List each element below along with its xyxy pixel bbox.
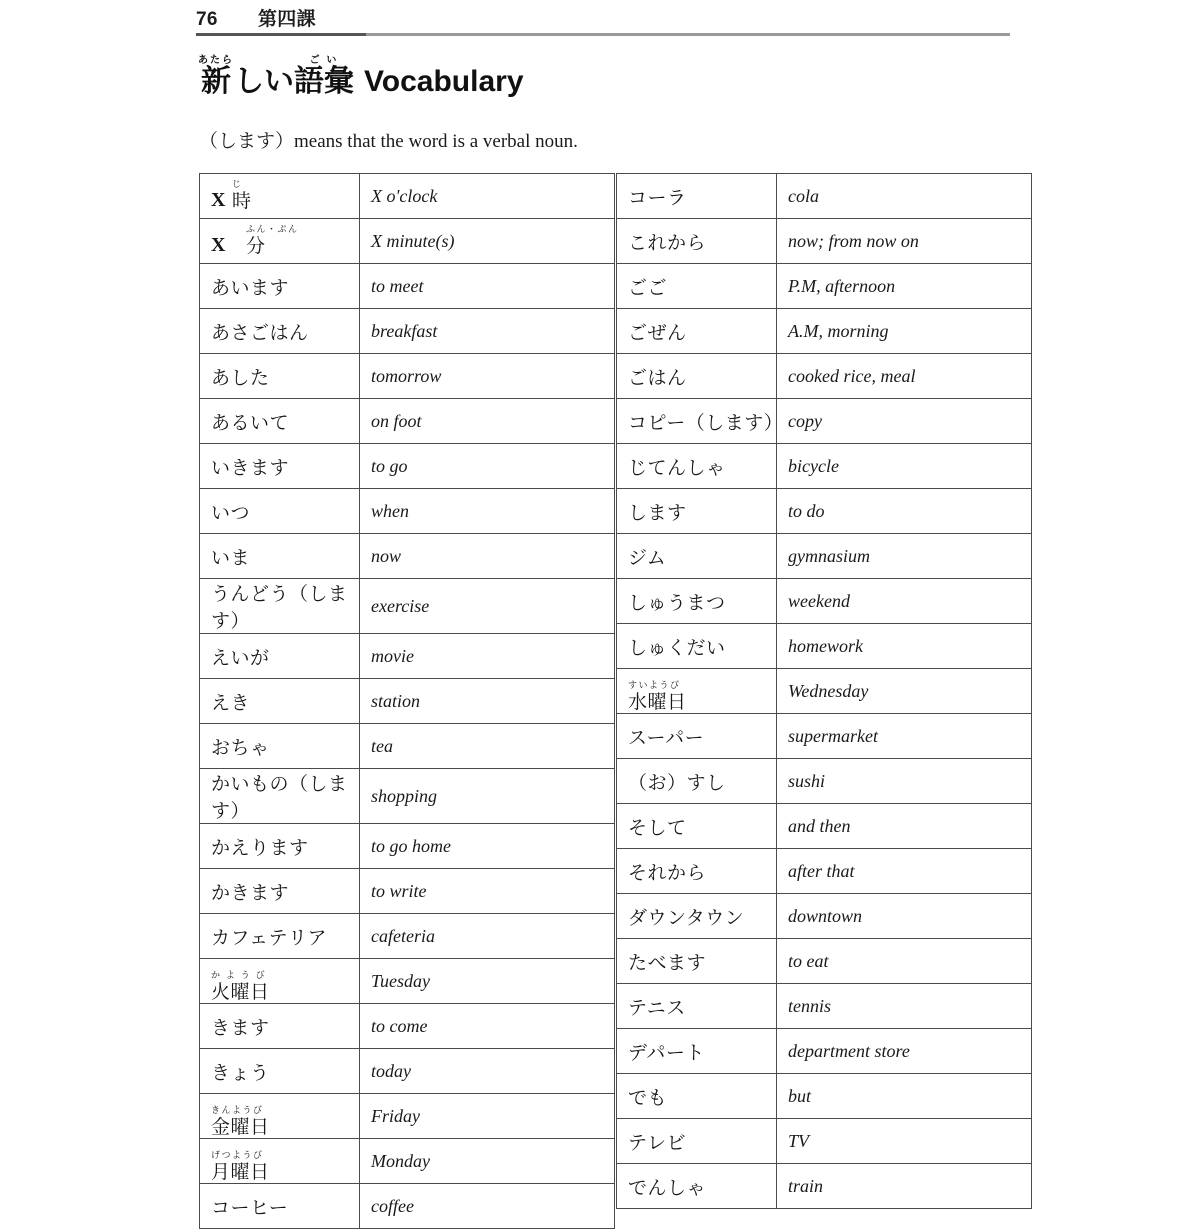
vocabulary-row — [617, 219, 1032, 264]
vocabulary-term-english: homework — [777, 624, 1032, 669]
vocabulary-row — [617, 894, 1032, 939]
vocabulary-term-english: and then — [777, 804, 1032, 849]
vocabulary-term-japanese: あさごはん — [200, 309, 360, 354]
vocabulary-table-right — [616, 173, 1032, 1209]
vocabulary-term-english: X minute(s) — [360, 219, 615, 264]
vocabulary-term-japanese — [200, 174, 360, 219]
vocabulary-row — [200, 1004, 615, 1049]
vocabulary-row — [200, 489, 615, 534]
vocabulary-term-japanese — [200, 959, 360, 1004]
vocabulary-row — [200, 174, 615, 219]
ruby-annotated-kanji — [211, 972, 270, 1002]
furigana: きんようび — [211, 1105, 264, 1116]
ruby-annotated-kanji — [232, 181, 252, 211]
ruby-annotated-kanji — [211, 1152, 270, 1182]
vocabulary-term-japanese: （お）すし — [617, 759, 777, 804]
vocabulary-term-english: now; from now on — [777, 219, 1032, 264]
page-running-head — [196, 4, 1010, 31]
vocabulary-term-japanese: カフェテリア — [200, 914, 360, 959]
vocabulary-term-english: exercise — [360, 579, 615, 634]
vocabulary-term-japanese — [200, 219, 360, 264]
header-divider-rule-accent — [196, 33, 366, 36]
vocabulary-term-english: cooked rice, meal — [777, 354, 1032, 399]
furigana: ふん・ぷん — [245, 225, 299, 235]
vocabulary-row — [617, 1119, 1032, 1164]
vocabulary-row — [617, 624, 1032, 669]
vocabulary-term-japanese: ジム — [617, 534, 777, 579]
ruby-annotated-kanji — [628, 682, 687, 712]
vocabulary-term-japanese: いつ — [200, 489, 360, 534]
vocabulary-term-english: tennis — [777, 984, 1032, 1029]
vocabulary-table-left — [199, 173, 615, 1229]
kanji: 時 — [231, 190, 252, 212]
vocabulary-term-japanese: します — [617, 489, 777, 534]
vocabulary-term-english: cafeteria — [360, 914, 615, 959]
vocabulary-term-japanese: たべます — [617, 939, 777, 984]
vocabulary-term-japanese: かえります — [200, 824, 360, 869]
vocabulary-row — [617, 399, 1032, 444]
vocabulary-term-japanese: かきます — [200, 869, 360, 914]
vocabulary-term-english: after that — [777, 849, 1032, 894]
kanji-goi: 語彙 — [294, 65, 354, 98]
vocabulary-row — [200, 959, 615, 1004]
vocabulary-row — [200, 354, 615, 399]
vocabulary-row — [200, 1049, 615, 1094]
vocabulary-term-japanese: ごはん — [617, 354, 777, 399]
verbal-noun-note: （します）means that the word is a verbal noun. — [199, 131, 578, 152]
vocabulary-term-japanese: コピー（します） — [617, 399, 777, 444]
vocabulary-term-english: gymnasium — [777, 534, 1032, 579]
vocabulary-term-english: copy — [777, 399, 1032, 444]
vocabulary-term-japanese: きます — [200, 1004, 360, 1049]
vocabulary-row — [617, 174, 1032, 219]
furigana-atara: あたら — [198, 55, 234, 66]
vocabulary-term-japanese: これから — [617, 219, 777, 264]
vocabulary-term-japanese: じてんしゃ — [617, 444, 777, 489]
vocabulary-table-left-body — [200, 174, 615, 1229]
page-number: 76 — [196, 9, 218, 30]
furigana: か よ う び — [211, 970, 267, 981]
vocabulary-row — [200, 634, 615, 679]
vocabulary-term-english: weekend — [777, 579, 1032, 624]
vocabulary-term-english: on foot — [360, 399, 615, 444]
vocabulary-row — [200, 869, 615, 914]
vocabulary-term-japanese: えいが — [200, 634, 360, 679]
vocabulary-term-english: Friday — [360, 1094, 615, 1139]
vocabulary-term-japanese: そして — [617, 804, 777, 849]
vocabulary-term-japanese: しゅうまつ — [617, 579, 777, 624]
vocabulary-row — [617, 714, 1032, 759]
vocabulary-term-english: to meet — [360, 264, 615, 309]
vocabulary-row — [617, 264, 1032, 309]
title-ruby-atarashii — [198, 56, 234, 97]
vocabulary-term-english: today — [360, 1049, 615, 1094]
kanji: 金曜日 — [211, 1115, 270, 1138]
vocabulary-term-english: tomorrow — [360, 354, 615, 399]
vocabulary-term-english: Wednesday — [777, 669, 1032, 714]
vocabulary-term-japanese: テレビ — [617, 1119, 777, 1164]
vocabulary-term-english: to do — [777, 489, 1032, 534]
vocabulary-term-japanese: しゅくだい — [617, 624, 777, 669]
page-title — [198, 56, 524, 97]
vocabulary-term-japanese: あした — [200, 354, 360, 399]
vocabulary-row — [617, 669, 1032, 714]
vocabulary-term-japanese: きょう — [200, 1049, 360, 1094]
furigana: すいようび — [628, 680, 681, 691]
vocabulary-row — [200, 444, 615, 489]
ruby-annotated-kanji — [211, 1107, 270, 1137]
vocabulary-term-english: to go — [360, 444, 615, 489]
vocabulary-term-english: to come — [360, 1004, 615, 1049]
vocabulary-term-english: movie — [360, 634, 615, 679]
title-ruby-goi — [294, 56, 354, 97]
vocabulary-term-english: A.M, morning — [777, 309, 1032, 354]
vocabulary-term-japanese — [200, 1139, 360, 1184]
vocabulary-term-english: now — [360, 534, 615, 579]
vocabulary-term-english: bicycle — [777, 444, 1032, 489]
vocabulary-term-japanese: コーラ — [617, 174, 777, 219]
vocabulary-term-english: Tuesday — [360, 959, 615, 1004]
vocabulary-row — [617, 1074, 1032, 1119]
vocabulary-term-english: shopping — [360, 769, 615, 824]
vocabulary-term-english: to write — [360, 869, 615, 914]
vocabulary-column-left — [199, 173, 590, 1229]
vocabulary-row — [200, 264, 615, 309]
vocabulary-term-japanese: スーパー — [617, 714, 777, 759]
vocabulary-row — [200, 219, 615, 264]
vocabulary-term-japanese: かいもの（します） — [200, 769, 360, 824]
vocabulary-term-english: train — [777, 1164, 1032, 1209]
vocabulary-term-english: TV — [777, 1119, 1032, 1164]
vocabulary-row — [617, 984, 1032, 1029]
furigana: じ — [231, 180, 243, 190]
vocabulary-term-japanese: あいます — [200, 264, 360, 309]
vocabulary-row — [617, 579, 1032, 624]
vocabulary-row — [200, 1184, 615, 1229]
vocabulary-term-japanese — [617, 669, 777, 714]
title-okurigana-shii: しい — [234, 65, 294, 98]
vocabulary-term-japanese: あるいて — [200, 399, 360, 444]
vocabulary-term-japanese: テニス — [617, 984, 777, 1029]
vocabulary-term-english: coffee — [360, 1184, 615, 1229]
vocabulary-term-japanese: でんしゃ — [617, 1164, 777, 1209]
vocabulary-term-english: breakfast — [360, 309, 615, 354]
vocabulary-row — [617, 1164, 1032, 1209]
vocabulary-row — [200, 824, 615, 869]
vocabulary-row — [617, 309, 1032, 354]
vocabulary-row — [200, 724, 615, 769]
furigana-goi: ご い — [309, 55, 339, 66]
lesson-title: 第四課 — [258, 9, 316, 30]
counter-compound — [211, 181, 251, 211]
kanji: 水曜日 — [628, 690, 687, 713]
vocabulary-term-english: when — [360, 489, 615, 534]
vocabulary-term-english: X o'clock — [360, 174, 615, 219]
kanji: 月曜日 — [211, 1160, 270, 1183]
vocabulary-row — [617, 759, 1032, 804]
vocabulary-term-english: Monday — [360, 1139, 615, 1184]
vocabulary-term-japanese: でも — [617, 1074, 777, 1119]
vocabulary-term-english: to eat — [777, 939, 1032, 984]
ruby-annotated-kanji — [246, 226, 299, 256]
vocabulary-table-right-body — [617, 174, 1032, 1209]
vocabulary-term-japanese: いきます — [200, 444, 360, 489]
kanji: 分 — [245, 235, 266, 257]
vocabulary-row — [617, 1029, 1032, 1074]
vocabulary-term-english: tea — [360, 724, 615, 769]
counter-compound — [211, 226, 298, 256]
furigana: げつようび — [211, 1150, 264, 1161]
vocabulary-row — [200, 914, 615, 959]
vocabulary-term-japanese: うんどう（します） — [200, 579, 360, 634]
vocabulary-term-japanese: コーヒー — [200, 1184, 360, 1229]
vocabulary-term-japanese: おちゃ — [200, 724, 360, 769]
title-english: Vocabulary — [364, 65, 524, 98]
vocabulary-row — [200, 534, 615, 579]
vocabulary-row — [617, 804, 1032, 849]
kanji-shin: 新 — [201, 65, 231, 98]
vocabulary-term-english: sushi — [777, 759, 1032, 804]
vocabulary-term-english: cola — [777, 174, 1032, 219]
variable-x: X — [211, 234, 226, 256]
vocabulary-row — [617, 354, 1032, 399]
vocabulary-row — [200, 579, 615, 634]
vocabulary-row — [200, 309, 615, 354]
vocabulary-term-english: P.M, afternoon — [777, 264, 1032, 309]
kanji: 火曜日 — [211, 980, 270, 1003]
vocabulary-term-japanese: ダウンタウン — [617, 894, 777, 939]
vocabulary-row — [200, 1094, 615, 1139]
vocabulary-row — [617, 489, 1032, 534]
vocabulary-term-japanese: それから — [617, 849, 777, 894]
vocabulary-row — [200, 1139, 615, 1184]
vocabulary-term-english: downtown — [777, 894, 1032, 939]
vocabulary-term-english: but — [777, 1074, 1032, 1119]
vocabulary-term-japanese — [200, 1094, 360, 1139]
vocabulary-term-english: station — [360, 679, 615, 724]
vocabulary-term-japanese: えき — [200, 679, 360, 724]
vocabulary-row — [200, 769, 615, 824]
vocabulary-row — [200, 679, 615, 724]
vocabulary-row — [617, 849, 1032, 894]
vocabulary-term-english: department store — [777, 1029, 1032, 1074]
vocabulary-column-right — [616, 173, 1007, 1209]
vocabulary-term-japanese: いま — [200, 534, 360, 579]
vocabulary-term-english: to go home — [360, 824, 615, 869]
vocabulary-row — [617, 444, 1032, 489]
vocabulary-term-english: supermarket — [777, 714, 1032, 759]
vocabulary-term-japanese: ごご — [617, 264, 777, 309]
vocabulary-row — [200, 399, 615, 444]
vocabulary-term-japanese: デパート — [617, 1029, 777, 1074]
variable-x: X — [211, 189, 226, 211]
vocabulary-row — [617, 939, 1032, 984]
vocabulary-term-japanese: ごぜん — [617, 309, 777, 354]
vocabulary-row — [617, 534, 1032, 579]
